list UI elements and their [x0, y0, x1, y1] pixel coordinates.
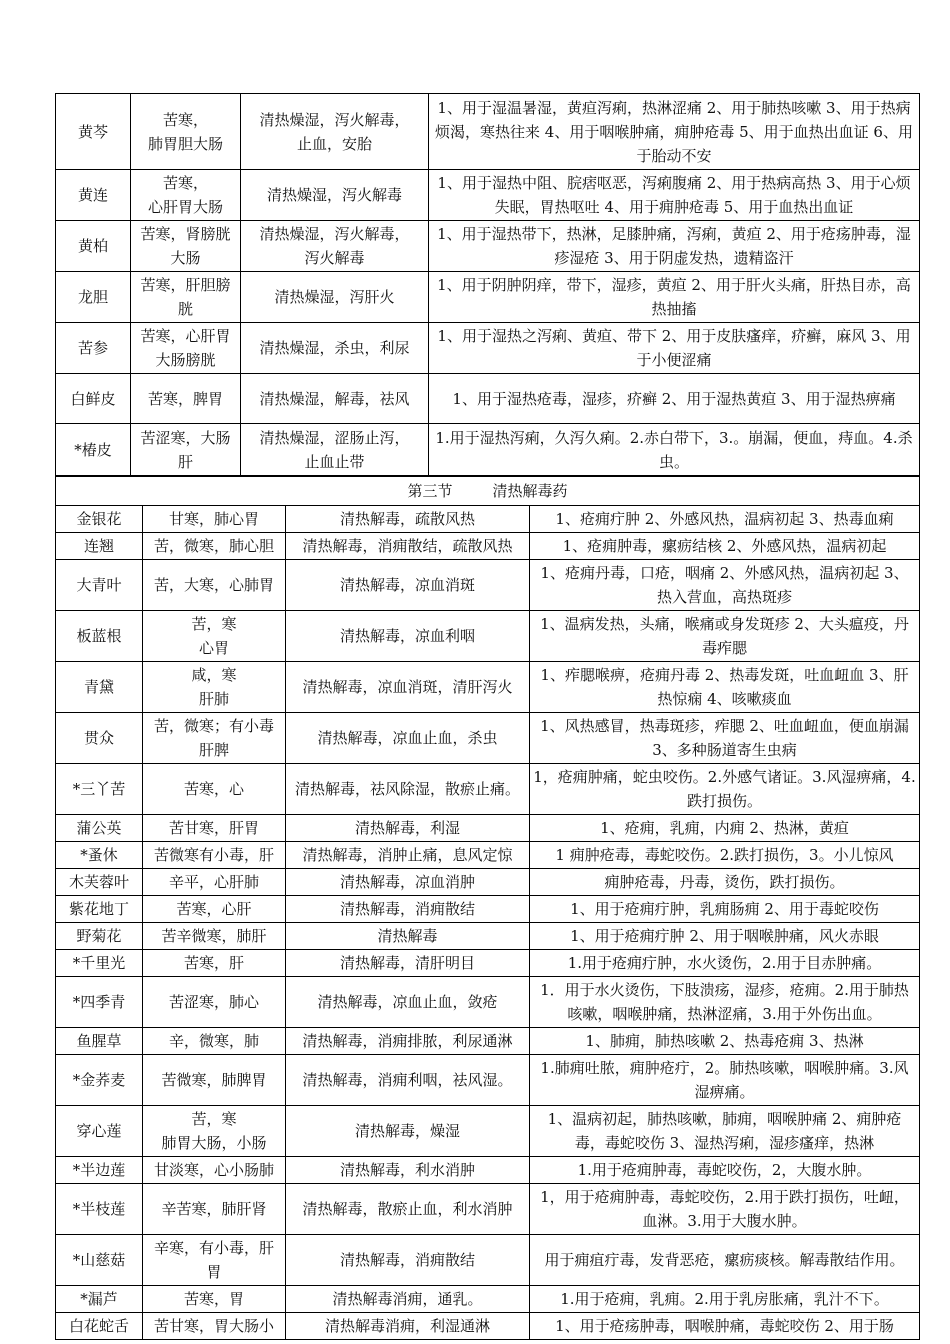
herb-use-cell: 1，用于疮痈肿毒，毒蛇咬伤，2.用于跌打损伤，吐衄，血淋。3.用于大腹水肿。: [530, 1184, 920, 1235]
herb-effect-cell: 清热解毒消痈，利湿通淋: [286, 1313, 530, 1340]
herb-effect-cell: 清热解毒，散瘀止血，利水消肿: [286, 1184, 530, 1235]
herb-name-cell: 金银花: [56, 506, 143, 533]
herb-effect-cell: 清热解毒，利水消肿: [286, 1157, 530, 1184]
herb-effect-cell: 清热解毒，消痈散结: [286, 896, 530, 923]
herb-use-cell: 1、痄腮喉痹，疮痈丹毒 2、热毒发斑，吐血衄血 3、肝热惊痫 4、咳嗽痰血: [530, 662, 920, 713]
herb-row: [56, 560, 920, 611]
herb-effect-cell: 清热解毒，祛风除湿，散瘀止痛。: [286, 764, 530, 815]
herb-use-cell: 1、疮痈丹毒，口疮，咽痛 2、外感风热，温病初起 3、热入营血，高热斑疹: [530, 560, 920, 611]
herb-nature-cell: 苦微寒有小毒，肝: [143, 842, 286, 869]
herb-row: [56, 1106, 920, 1157]
herb-name-cell: *金荞麦: [56, 1055, 143, 1106]
herb-nature-cell: 苦涩寒，大肠 肝: [131, 424, 241, 476]
herb-row: [56, 1235, 920, 1286]
herb-row: [56, 869, 920, 896]
herb-row: [56, 94, 920, 170]
herb-table-section3: [55, 476, 920, 1340]
herb-row: [56, 506, 920, 533]
herb-use-cell: 1、疮痈疔肿 2、外感风热，温病初起 3、热毒血痢: [530, 506, 920, 533]
herb-row: [56, 815, 920, 842]
herb-name-cell: 蒲公英: [56, 815, 143, 842]
herb-nature-cell: 苦寒，胃: [143, 1286, 286, 1313]
herb-table-body: [56, 477, 920, 1340]
herb-effect-cell: 清热解毒，凉血止血，杀虫: [286, 713, 530, 764]
herb-row: [56, 950, 920, 977]
herb-name-cell: 黄连: [56, 170, 131, 221]
herb-row: [56, 611, 920, 662]
herb-effect-cell: 清热解毒，疏散风热: [286, 506, 530, 533]
herb-effect-cell: 清热解毒: [286, 923, 530, 950]
herb-use-cell: 1 痈肿疮毒，毒蛇咬伤。2.跌打损伤，3。小儿惊风: [530, 842, 920, 869]
herb-nature-cell: 咸，寒 肝肺: [143, 662, 286, 713]
herb-row: [56, 1055, 920, 1106]
herb-nature-cell: 苦寒，肝: [143, 950, 286, 977]
herb-row: [56, 424, 920, 476]
herb-row: [56, 764, 920, 815]
herb-name-cell: 大青叶: [56, 560, 143, 611]
herb-nature-cell: 苦，寒 心胃: [143, 611, 286, 662]
herb-effect-cell: 清热燥湿，泻火解毒， 止血，安胎: [241, 94, 429, 170]
herb-name-cell: 苦参: [56, 323, 131, 374]
herb-use-cell: 1、温病初起，肺热咳嗽，肺痈，咽喉肿痛 2、痈肿疮毒，毒蛇咬伤 3、湿热泻痢，湿疹瘙痒，热淋: [530, 1106, 920, 1157]
herb-nature-cell: 辛平，心肝肺: [143, 869, 286, 896]
herb-effect-cell: 清热解毒，消痈排脓，利尿通淋: [286, 1028, 530, 1055]
herb-effect-cell: 清热解毒，利湿: [286, 815, 530, 842]
herb-effect-cell: 清热燥湿，泻火解毒: [241, 170, 429, 221]
herb-name-cell: 贯众: [56, 713, 143, 764]
herb-row: [56, 977, 920, 1028]
herb-nature-cell: 苦辛微寒，肺肝: [143, 923, 286, 950]
herb-row: [56, 272, 920, 323]
herb-use-cell: 用于痈疽疔毒，发背恶疮，瘰疬痰核。解毒散结作用。: [530, 1235, 920, 1286]
herb-use-cell: 1、用于疮痈疔肿，乳痈肠痈 2、用于毒蛇咬伤: [530, 896, 920, 923]
herb-effect-cell: 清热解毒，消痈利咽，祛风湿。: [286, 1055, 530, 1106]
herb-name-cell: 木芙蓉叶: [56, 869, 143, 896]
herb-name-cell: *千里光: [56, 950, 143, 977]
herb-name-cell: 龙胆: [56, 272, 131, 323]
herb-effect-cell: 清热燥湿，泻肝火: [241, 272, 429, 323]
herb-name-cell: *蚤休: [56, 842, 143, 869]
herb-use-cell: 痈肿疮毒，丹毒，烫伤，跌打损伤。: [530, 869, 920, 896]
herb-row: [56, 662, 920, 713]
herb-nature-cell: 辛寒，有小毒，肝 胃: [143, 1235, 286, 1286]
herb-nature-cell: 苦，寒 肺胃大肠，小肠: [143, 1106, 286, 1157]
herb-nature-cell: 苦，大寒，心肺胃: [143, 560, 286, 611]
herb-name-cell: 野菊花: [56, 923, 143, 950]
herb-name-cell: 鱼腥草: [56, 1028, 143, 1055]
herb-use-cell: 1、疮痈，乳痈，内痈 2、热淋，黄疸: [530, 815, 920, 842]
herb-use-cell: 1、风热感冒，热毒斑疹，痄腮 2、吐血衄血，便血崩漏 3、多种肠道寄生虫病: [530, 713, 920, 764]
section-heading: [56, 477, 920, 506]
herb-use-cell: 1、用于阴肿阴痒，带下，湿疹，黄疸 2、用于肝火头痛，肝热目赤，高热抽搐: [429, 272, 920, 323]
herb-use-cell: 1、用于疮痈疔肿 2、用于咽喉肿痛，风火赤眼: [530, 923, 920, 950]
herb-name-cell: 黄芩: [56, 94, 131, 170]
herb-use-cell: 1.肺痈吐脓，痈肿疮疔，2。肺热咳嗽，咽喉肿痛。3.风湿痹痛。: [530, 1055, 920, 1106]
herb-name-cell: 板蓝根: [56, 611, 143, 662]
herb-row: [56, 374, 920, 424]
herb-name-cell: *漏芦: [56, 1286, 143, 1313]
herb-nature-cell: 苦寒，心肝胃 大肠膀胱: [131, 323, 241, 374]
herb-row: [56, 1184, 920, 1235]
herb-name-cell: 青黛: [56, 662, 143, 713]
herb-row: [56, 1286, 920, 1313]
herb-nature-cell: 苦涩寒，肺心: [143, 977, 286, 1028]
herb-effect-cell: 清热燥湿，杀虫，利尿: [241, 323, 429, 374]
herb-row: [56, 1157, 920, 1184]
herb-effect-cell: 清热燥湿，泻火解毒， 泻火解毒: [241, 221, 429, 272]
herb-use-cell: 1、用于湿热疮毒，湿疹，疥癣 2、用于湿热黄疸 3、用于湿热痹痛: [429, 374, 920, 424]
herb-nature-cell: 甘淡寒，心小肠肺: [143, 1157, 286, 1184]
herb-row: [56, 533, 920, 560]
herb-name-cell: *半枝莲: [56, 1184, 143, 1235]
herb-row: [56, 842, 920, 869]
herb-nature-cell: 苦寒，肝胆膀 胱: [131, 272, 241, 323]
herb-use-cell: 1、用于疮疡肿毒，咽喉肿痛，毒蛇咬伤 2、用于肠: [530, 1313, 920, 1340]
herb-row: [56, 896, 920, 923]
herb-effect-cell: 清热燥湿，涩肠止泻， 止血止带: [241, 424, 429, 476]
herb-effect-cell: 清热解毒，燥湿: [286, 1106, 530, 1157]
herb-use-cell: 1．用于水火烫伤，下肢溃疡，湿疹，疮痈。2.用于肺热咳嗽，咽喉肿痛，热淋涩痛，3.用于外伤出血。: [530, 977, 920, 1028]
herb-use-cell: 1、肺痈，肺热咳嗽 2、热毒疮痈 3、热淋: [530, 1028, 920, 1055]
herb-nature-cell: 辛，微寒，肺: [143, 1028, 286, 1055]
herb-effect-cell: 清热解毒，消痈散结，疏散风热: [286, 533, 530, 560]
herb-nature-cell: 甘寒，肺心胃: [143, 506, 286, 533]
herb-nature-cell: 苦寒，肾膀胱 大肠: [131, 221, 241, 272]
herb-nature-cell: 苦寒，心: [143, 764, 286, 815]
herb-row: [56, 221, 920, 272]
herb-row: [56, 323, 920, 374]
herb-name-cell: *椿皮: [56, 424, 131, 476]
herb-use-cell: 1.用于湿热泻痢，久泻久痢。2.赤白带下，3.。崩漏，便血，痔血。4.杀虫。: [429, 424, 920, 476]
herb-name-cell: 黄柏: [56, 221, 131, 272]
section-heading-row: [56, 477, 920, 506]
herb-name-cell: 白花蛇舌: [56, 1313, 143, 1340]
herb-name-cell: 白鲜皮: [56, 374, 131, 424]
herb-name-cell: 穿心莲: [56, 1106, 143, 1157]
herb-use-cell: 1.用于疮痈肿毒，毒蛇咬伤，2，大腹水肿。: [530, 1157, 920, 1184]
herb-name-cell: 连翘: [56, 533, 143, 560]
herb-name-cell: *三丫苦: [56, 764, 143, 815]
herb-nature-cell: 苦，微寒；有小毒 肝脾: [143, 713, 286, 764]
herb-nature-cell: 苦寒， 肺胃胆大肠: [131, 94, 241, 170]
herb-effect-cell: 清热解毒，凉血消斑: [286, 560, 530, 611]
herb-use-cell: 1.用于疮痈疔肿，水火烫伤，2.用于目赤肿痛。: [530, 950, 920, 977]
herb-effect-cell: 清热解毒，凉血止血，敛疮: [286, 977, 530, 1028]
herb-effect-cell: 清热解毒消痈，通乳。: [286, 1286, 530, 1313]
herb-use-cell: 1、用于湿温暑湿，黄疸泻痢，热淋涩痛 2、用于肺热咳嗽 3、用于热病烦渴，寒热往来 4、用于咽喉肿痛，痈肿疮毒 5、用于血热出血证 6、用于胎动不安: [429, 94, 920, 170]
herb-nature-cell: 苦寒，脾胃: [131, 374, 241, 424]
herb-use-cell: 1、用于湿热之泻痢、黄疸、带下 2、用于皮肤瘙痒，疥癣，麻风 3、用于小便涩痛: [429, 323, 920, 374]
herb-nature-cell: 辛苦寒，肺肝肾: [143, 1184, 286, 1235]
herb-row: [56, 923, 920, 950]
herb-nature-cell: 苦寒，心肝: [143, 896, 286, 923]
herb-use-cell: 1、用于湿热带下，热淋，足膝肿痛，泻痢，黄疸 2、用于疮疡肿毒，湿疹湿疮 3、用于阴虚发热，遗精盗汗: [429, 221, 920, 272]
herb-nature-cell: 苦微寒，肺脾胃: [143, 1055, 286, 1106]
herb-nature-cell: 苦甘寒，胃大肠小: [143, 1313, 286, 1340]
herb-effect-cell: 清热解毒，凉血消斑，清肝泻火: [286, 662, 530, 713]
herb-row: [56, 1028, 920, 1055]
herb-nature-cell: 苦，微寒，肺心胆: [143, 533, 286, 560]
section-number: 第三节: [407, 482, 453, 500]
herb-table-body: [56, 94, 920, 476]
herb-row: [56, 713, 920, 764]
herb-name-cell: 紫花地丁: [56, 896, 143, 923]
herb-table-section2: [55, 93, 920, 476]
herb-effect-cell: 清热燥湿，解毒，祛风: [241, 374, 429, 424]
herb-use-cell: 1、疮痈肿毒，瘰疬结核 2、外感风热，温病初起: [530, 533, 920, 560]
herb-effect-cell: 清热解毒，消痈散结: [286, 1235, 530, 1286]
herb-name-cell: *半边莲: [56, 1157, 143, 1184]
herb-use-cell: 1，疮痈肿痛，蛇虫咬伤。2.外感气诸证。3.风湿痹痛，4.跌打损伤。: [530, 764, 920, 815]
herb-row: [56, 1313, 920, 1340]
herb-effect-cell: 清热解毒，消肿止痛，息风定惊: [286, 842, 530, 869]
herb-name-cell: *山慈菇: [56, 1235, 143, 1286]
section-title: 清热解毒药: [492, 482, 568, 500]
herb-use-cell: 1.用于疮痈，乳痈。2.用于乳房胀痛，乳汁不下。: [530, 1286, 920, 1313]
herb-use-cell: 1、温病发热，头痛，喉痛或身发斑疹 2、大头瘟疫，丹毒痄腮: [530, 611, 920, 662]
herb-effect-cell: 清热解毒，凉血消肿: [286, 869, 530, 896]
herb-name-cell: *四季青: [56, 977, 143, 1028]
herb-nature-cell: 苦甘寒，肝胃: [143, 815, 286, 842]
herb-effect-cell: 清热解毒，清肝明目: [286, 950, 530, 977]
herb-nature-cell: 苦寒， 心肝胃大肠: [131, 170, 241, 221]
herb-row: [56, 170, 920, 221]
herb-effect-cell: 清热解毒，凉血利咽: [286, 611, 530, 662]
herb-use-cell: 1、用于湿热中阻、脘痞呕恶，泻痢腹痛 2、用于热病高热 3、用于心烦失眠，胃热呕吐 4、用于痈肿疮毒 5、用于血热出血证: [429, 170, 920, 221]
